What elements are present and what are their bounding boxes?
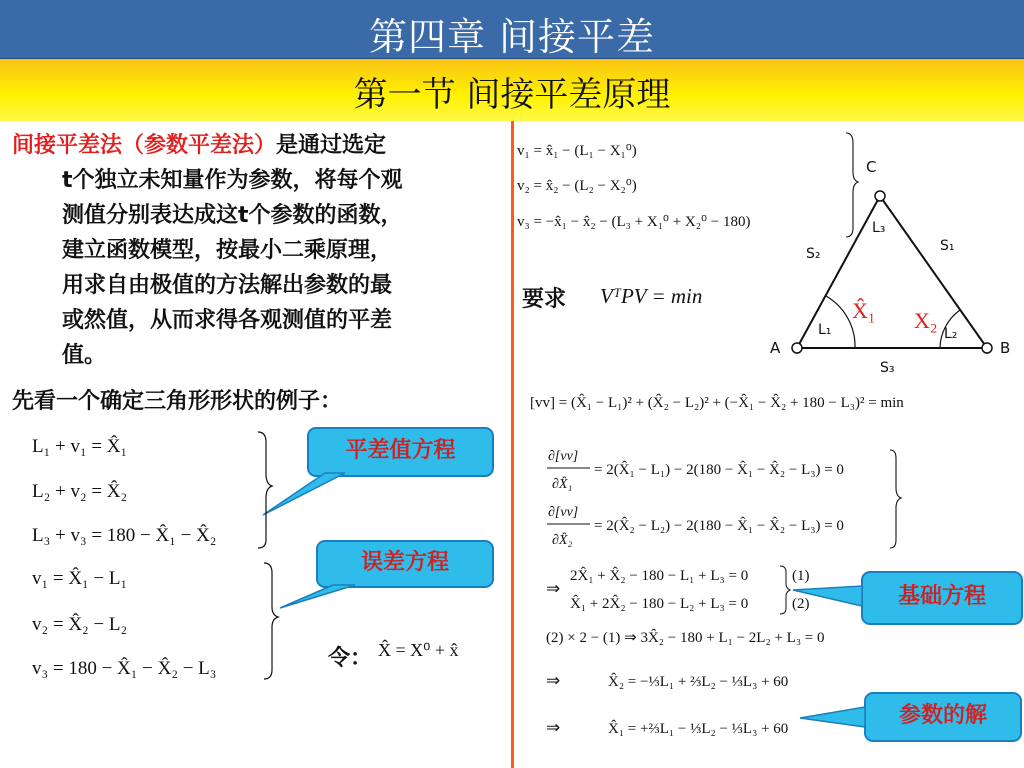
side-s1-label: S₁ — [940, 238, 955, 254]
side-s3-label: S₃ — [880, 360, 895, 376]
error-eq-2: v₂ = X̂₂ − L₂ — [32, 614, 128, 635]
vertex-b-label: B — [1000, 339, 1011, 357]
svg-text:∂[vv]: ∂[vv] — [548, 449, 579, 464]
svg-text:∂X̂₁: ∂X̂₁ — [552, 477, 573, 492]
side-ac — [797, 196, 880, 348]
solution-x1: X̂₁ = +⅔L₁ − ⅓L₂ − ⅓L₃ + 60 — [608, 721, 789, 737]
vertex-b-marker — [982, 343, 992, 353]
error-brace — [264, 563, 278, 679]
solution-callout-pointer — [800, 707, 865, 727]
intro-line-3: 测值分别表达成这t个参数的函数， — [62, 203, 403, 228]
error-callout-pointer — [280, 585, 355, 608]
error-equation-callout: 误差方程 — [316, 540, 494, 588]
svg-text:∂[vv]: ∂[vv] — [548, 505, 579, 520]
svg-text:⇒: ⇒ — [546, 579, 561, 598]
param-x1-label: X̂₁ — [852, 298, 876, 323]
reduced-eq-1: v₁ = x̂₁ − (L₁ − X₁⁰) — [517, 143, 637, 159]
adjusted-equations — [32, 435, 216, 546]
reduced-eq-3: v₃ = −x̂₁ − x̂₂ − (L₃ + X₁⁰ + X₂⁰ − 180) — [517, 214, 751, 230]
partial-brace — [890, 450, 901, 548]
basic-brace — [780, 566, 790, 614]
section-subtitle: 第一节 间接平差原理 — [353, 75, 671, 115]
solution-callout: 参数的解 — [864, 692, 1022, 742]
page-title: 第四章 间接平差 — [368, 15, 656, 59]
partial-eq-2: = 2(X̂₂ − L₂) − 2(180 − X̂₁ − X̂₂ − L₃) = 0 — [594, 518, 844, 534]
objective-function: VᵀPV = min — [600, 284, 703, 308]
solution-x2: X̂₂ = −⅓L₁ + ⅔L₂ − ⅓L₃ + 60 — [608, 674, 789, 690]
basic-equation-callout: 基础方程 — [861, 571, 1023, 625]
vertex-c-marker — [875, 191, 885, 201]
let-label: 令： — [328, 646, 373, 671]
svg-text:⇒: ⇒ — [546, 671, 561, 690]
intro-line-1: 是通过选定 — [276, 133, 387, 158]
adjusted-equation-callout: 平差值方程 — [307, 427, 494, 477]
angle-l2-label: L₂ — [944, 326, 958, 342]
param-substitution: X̂ = X⁰ + x̂ — [378, 640, 459, 660]
side-s2-label: S₂ — [806, 246, 821, 262]
partial-eq-1: = 2(X̂₁ − L₁) − 2(180 − X̂₁ − X̂₂ − L₃) = 0 — [594, 462, 844, 478]
vertex-c-label: C — [866, 158, 877, 176]
solution-equations — [546, 629, 825, 737]
adjusted-eq-3: L₃ + v₃ = 180 − X̂₁ − X̂₂ — [32, 525, 217, 546]
reduced-error-equations — [517, 143, 750, 230]
intro-line-6: 或然值，从而求得各观测值的平差 — [62, 308, 393, 333]
partial-derivatives — [547, 449, 844, 548]
require-label: 要求 — [522, 287, 567, 312]
basic-tag-2: (2) — [792, 596, 810, 612]
vv-objective: [vv] = (X̂₁ − L₁)² + (X̂₂ − L₂)² + (−X̂₁ − X̂₂ + 180 − L₃)² = min — [530, 395, 904, 411]
triangle-diagram — [770, 158, 1010, 376]
angle-l3-label: L₃ — [872, 220, 886, 236]
error-equations — [32, 567, 216, 679]
intro-line-5: 用求自由极值的方法解出参数的最 — [62, 273, 393, 298]
intro-line-2: t个独立未知量作为参数，将每个观 — [62, 168, 403, 193]
intro-line-4: 建立函数模型，按最小二乘原理， — [62, 238, 393, 263]
adjusted-eq-2: L₂ + v₂ = X̂₂ — [32, 481, 128, 502]
svg-text:∂X̂₂: ∂X̂₂ — [552, 533, 573, 548]
param-x2-label: X₂ — [914, 308, 938, 333]
method-term: 间接平差法（参数平差法） — [12, 133, 277, 158]
vertex-a-marker — [792, 343, 802, 353]
reduced-eq-2: v₂ = x̂₂ − (L₂ − X₂⁰) — [517, 178, 637, 194]
example-heading: 先看一个确定三角形形状的例子： — [12, 389, 343, 414]
adjusted-brace — [258, 432, 272, 548]
adjusted-callout-pointer — [263, 473, 345, 515]
angle-l1-label: L₁ — [818, 322, 832, 338]
basic-eq-2: X̂₁ + 2X̂₂ − 180 − L₂ + L₃ = 0 — [570, 596, 749, 612]
basic-tag-1: (1) — [792, 568, 810, 584]
reduced-brace — [846, 133, 858, 237]
combine-equation: (2) × 2 − (1) ⇒ 3X̂₂ − 180 + L₁ − 2L₂ + L₃ = 0 — [546, 630, 825, 646]
basic-equations — [546, 567, 810, 612]
svg-text:⇒: ⇒ — [546, 718, 561, 737]
vertex-a-label: A — [770, 339, 781, 357]
error-eq-1: v₁ = X̂₁ − L₁ — [32, 568, 128, 589]
basic-eq-1: 2X̂₁ + X̂₂ − 180 − L₁ + L₃ = 0 — [570, 568, 749, 584]
intro-line-7: 值。 — [62, 343, 107, 368]
error-eq-3: v₃ = 180 − X̂₁ − X̂₂ − L₃ — [32, 658, 217, 679]
adjusted-eq-1: L₁ + v₁ = X̂₁ — [32, 436, 128, 457]
